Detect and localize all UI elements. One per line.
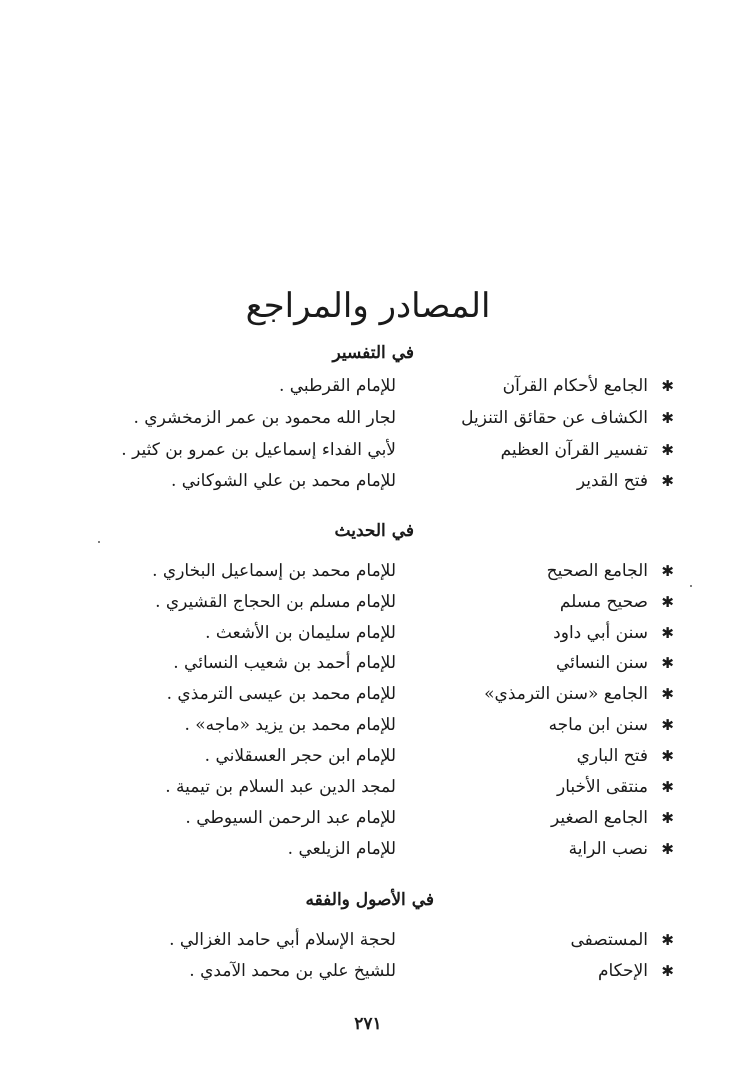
- book-title: الجامع الصحيح: [546, 561, 648, 581]
- asterisk-bullet-icon: ✱: [661, 747, 674, 765]
- asterisk-bullet-icon: ✱: [661, 624, 674, 642]
- section-heading-usul-fiqh: في الأصول والفقه: [305, 890, 434, 910]
- list-item: [0, 648, 736, 678]
- book-author: للإمام محمد بن عيسى الترمذي .: [166, 684, 396, 704]
- asterisk-bullet-icon: ✱: [661, 377, 674, 395]
- list-item: [0, 435, 736, 465]
- book-author: للإمام القرطبي .: [278, 376, 396, 396]
- list-item: [0, 371, 736, 401]
- page-title: المصادر والمراجع: [245, 285, 491, 326]
- asterisk-bullet-icon: ✱: [661, 441, 674, 459]
- book-author: لمجد الدين عبد السلام بن تيمية .: [165, 777, 396, 797]
- book-title: الجامع الصغير: [551, 808, 648, 828]
- book-title: الجامع «سنن الترمذي»: [484, 684, 648, 704]
- book-title: الجامع لأحكام القرآن: [502, 376, 648, 396]
- section-heading-hadith: في الحديث: [334, 521, 414, 541]
- book-title: منتقى الأخبار: [557, 777, 648, 797]
- scan-speck: [690, 585, 692, 587]
- asterisk-bullet-icon: ✱: [661, 778, 674, 796]
- list-item: [0, 803, 736, 833]
- book-title: سنن أبي داود: [553, 623, 648, 643]
- book-title: نصب الراية: [568, 839, 648, 859]
- book-title: تفسير القرآن العظيم: [500, 440, 648, 460]
- asterisk-bullet-icon: ✱: [661, 931, 674, 949]
- list-item: [0, 834, 736, 864]
- book-author: للإمام محمد بن إسماعيل البخاري .: [152, 561, 396, 581]
- book-author: للإمام محمد بن علي الشوكاني .: [170, 471, 396, 491]
- book-title: سنن ابن ماجه: [548, 715, 648, 735]
- asterisk-bullet-icon: ✱: [661, 716, 674, 734]
- asterisk-bullet-icon: ✱: [661, 654, 674, 672]
- book-author: للشيخ علي بن محمد الآمدي .: [189, 961, 396, 981]
- book-title: سنن النسائي: [556, 653, 648, 673]
- asterisk-bullet-icon: ✱: [661, 685, 674, 703]
- asterisk-bullet-icon: ✱: [661, 593, 674, 611]
- book-title: صحيح مسلم: [559, 592, 648, 612]
- book-title: الكشاف عن حقائق التنزيل: [461, 408, 648, 428]
- book-author: للإمام عبد الرحمن السيوطي .: [185, 808, 396, 828]
- book-author: للإمام سليمان بن الأشعث .: [205, 623, 396, 643]
- asterisk-bullet-icon: ✱: [661, 962, 674, 980]
- list-item: [0, 925, 736, 955]
- asterisk-bullet-icon: ✱: [661, 472, 674, 490]
- book-author: للإمام ابن حجر العسقلاني .: [204, 746, 396, 766]
- asterisk-bullet-icon: ✱: [661, 809, 674, 827]
- book-author: لأبي الفداء إسماعيل بن عمرو بن كثير .: [121, 440, 396, 460]
- list-item: [0, 956, 736, 986]
- list-item: [0, 741, 736, 771]
- list-item: [0, 587, 736, 617]
- page-number: ٢٧١: [354, 1014, 382, 1034]
- book-author: للإمام مسلم بن الحجاج القشيري .: [155, 592, 396, 612]
- book-author: لجار الله محمود بن عمر الزمخشري .: [133, 408, 396, 428]
- book-title: المستصفى: [570, 930, 648, 950]
- list-item: [0, 772, 736, 802]
- scan-speck: [98, 541, 100, 543]
- list-item: [0, 403, 736, 433]
- list-item: [0, 679, 736, 709]
- book-title: الإحكام: [597, 961, 648, 981]
- asterisk-bullet-icon: ✱: [661, 409, 674, 427]
- book-author: للإمام محمد بن يزيد «ماجه» .: [184, 715, 396, 735]
- asterisk-bullet-icon: ✱: [661, 562, 674, 580]
- book-author: للإمام أحمد بن شعيب النسائي .: [173, 653, 396, 673]
- list-item: [0, 618, 736, 648]
- asterisk-bullet-icon: ✱: [661, 840, 674, 858]
- list-item: [0, 710, 736, 740]
- list-item: [0, 466, 736, 496]
- book-author: للإمام الزيلعي .: [287, 839, 396, 859]
- book-author: لحجة الإسلام أبي حامد الغزالي .: [169, 930, 396, 950]
- book-title: فتح القدير: [576, 471, 648, 491]
- section-heading-tafsir: في التفسير: [332, 343, 414, 363]
- book-title: فتح الباري: [576, 746, 648, 766]
- list-item: [0, 556, 736, 586]
